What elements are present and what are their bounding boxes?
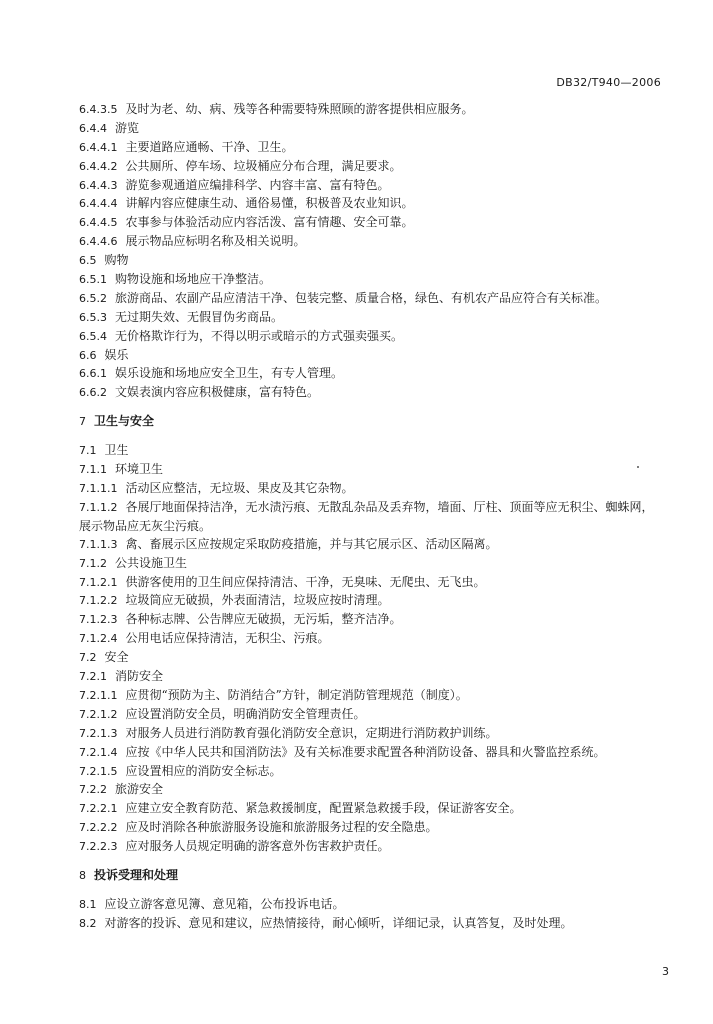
scan-speck xyxy=(637,466,639,468)
clause-text: 购物 xyxy=(104,253,129,268)
clause-text: 娱乐 xyxy=(104,347,129,362)
clause-number: 7.2.2.3 xyxy=(79,840,118,854)
clause-line xyxy=(79,780,659,799)
clause-line xyxy=(79,818,659,837)
clause-text: 农事参与体验活动应内容活泼、富有情趣、安全可靠。 xyxy=(125,215,414,230)
clause-text: 卫生 xyxy=(104,443,129,458)
clause-number: 8.2 xyxy=(79,916,97,930)
clause-line xyxy=(79,100,659,119)
clause-text: 应按《中华人民共和国消防法》及有关标准要求配置各种消防设备、器具和火警监控系统。 xyxy=(125,744,606,759)
section-gap xyxy=(79,431,659,441)
clause-line xyxy=(79,213,659,232)
clause-line xyxy=(79,383,659,402)
clause-text: 讲解内容应健康生动、通俗易懂，积极普及农业知识。 xyxy=(125,196,414,211)
clause-number: 7.2.1.3 xyxy=(79,726,118,740)
clause-number: 7.2 xyxy=(79,651,97,665)
clause-number: 7.2.2.2 xyxy=(79,821,118,835)
clause-line xyxy=(79,194,659,213)
clause-line xyxy=(79,743,659,762)
clause-text: 游览 xyxy=(115,120,140,135)
clause-number: 7.1.2.3 xyxy=(79,613,118,627)
clause-number: 6.5.4 xyxy=(79,329,107,343)
clause-number: 7.1.2.4 xyxy=(79,632,118,646)
clause-line xyxy=(79,724,659,743)
clause-number: 6.4.4.3 xyxy=(79,178,118,192)
section-gap xyxy=(79,885,659,895)
clause-number: 6.5.1 xyxy=(79,273,107,287)
clause-number: 6.6 xyxy=(79,348,97,362)
section-gap xyxy=(79,402,659,412)
clause-number: 7 xyxy=(79,415,86,429)
clause-number: 7.1.2 xyxy=(79,556,107,570)
clause-line xyxy=(79,705,659,724)
clause-text: 禽、畜展示区应按规定采取防疫措施，并与其它展示区、活动区隔离。 xyxy=(125,536,498,551)
clause-text: 无价格欺诈行为，不得以明示或暗示的方式强卖强买。 xyxy=(115,328,404,343)
clause-line xyxy=(79,686,659,705)
clause-number: 7.2.2 xyxy=(79,783,107,797)
clause-number: 6.4.4.6 xyxy=(79,235,118,249)
clause-text: 购物设施和场地应干净整洁。 xyxy=(115,272,272,287)
clause-text: 卫生与安全 xyxy=(94,414,155,429)
clause-line xyxy=(79,498,659,535)
clause-text: 公共厕所、停车场、垃圾桶应分布合理，满足要求。 xyxy=(125,158,402,173)
clause-number: 7.1 xyxy=(79,444,97,458)
clause-text: 供游客使用的卫生间应保持清洁、干净，无臭味、无爬虫、无飞虫。 xyxy=(125,574,486,589)
clause-number: 6.4.3.5 xyxy=(79,103,118,116)
clause-line xyxy=(79,270,659,289)
clause-number: 7.2.1.4 xyxy=(79,745,118,759)
clause-line xyxy=(79,327,659,346)
clause-number: 6.4.4 xyxy=(79,121,107,135)
clause-line xyxy=(79,232,659,251)
clause-line xyxy=(79,251,659,270)
clause-text: 应对服务人员规定明确的游客意外伤害救护责任。 xyxy=(125,839,390,854)
clause-text: 活动区应整洁，无垃圾、果皮及其它杂物。 xyxy=(125,480,354,495)
clause-text: 应贯彻“预防为主、防消结合”方针，制定消防管理规范（制度）。 xyxy=(125,687,468,702)
clause-line xyxy=(79,591,659,610)
clause-line xyxy=(79,554,659,573)
clause-line xyxy=(79,289,659,308)
clause-text: 主要道路应通畅、干净、卫生。 xyxy=(125,139,294,154)
clause-text: 各展厅地面保持洁净，无水渍污痕、无散乱杂品及丢弃物，墙面、厅柱、顶面等应无积尘、蜘蛛网，展示物品应无灰尘污痕。 xyxy=(79,499,654,533)
clause-line xyxy=(79,119,659,138)
clause-number: 7.1.2.1 xyxy=(79,575,118,589)
clause-line xyxy=(79,762,659,781)
clause-text: 投诉受理和处理 xyxy=(94,867,179,882)
clause-line xyxy=(79,837,659,856)
clause-text: 娱乐设施和场地应安全卫生，有专人管理。 xyxy=(115,366,344,381)
clause-text: 安全 xyxy=(104,650,129,665)
clause-line xyxy=(79,895,659,914)
clause-text: 应设置消防安全员，明确消防安全管理责任。 xyxy=(125,706,366,721)
clause-text: 应及时消除各种旅游服务设施和旅游服务过程的安全隐患。 xyxy=(125,820,438,835)
clause-text: 各种标志牌、公告牌应无破损，无污垢，整齐洁净。 xyxy=(125,612,402,627)
clause-number: 6.4.4.2 xyxy=(79,159,118,173)
clause-line xyxy=(79,667,659,686)
page-number: 3 xyxy=(662,965,669,978)
clause-line xyxy=(79,610,659,629)
clause-number: 6.6.1 xyxy=(79,367,107,381)
clause-number: 7.2.1.1 xyxy=(79,688,118,702)
clause-line xyxy=(79,460,659,479)
clause-line xyxy=(79,346,659,365)
document-body xyxy=(79,100,659,933)
clause-number: 6.6.2 xyxy=(79,386,107,400)
clause-line xyxy=(79,648,659,667)
clause-text: 对服务人员进行消防教育强化消防安全意识，定期进行消防救护训练。 xyxy=(125,725,498,740)
clause-number: 7.2.1.2 xyxy=(79,707,118,721)
clause-line xyxy=(79,629,659,648)
clause-number: 6.4.4.4 xyxy=(79,197,118,211)
clause-text: 应建立安全教育防范、紧急救援制度，配置紧急救援手段，保证游客安全。 xyxy=(125,801,522,816)
section-gap xyxy=(79,856,659,866)
clause-line xyxy=(79,573,659,592)
clause-number: 7.1.1 xyxy=(79,463,107,477)
clause-text: 文娱表演内容应积极健康，富有特色。 xyxy=(115,385,320,400)
clause-text: 旅游安全 xyxy=(115,782,164,797)
clause-text: 环境卫生 xyxy=(115,462,164,477)
clause-number: 7.1.1.2 xyxy=(79,500,118,514)
clause-line xyxy=(79,308,659,327)
clause-number: 6.5.2 xyxy=(79,291,107,305)
clause-text: 公用电话应保持清洁，无积尘、污痕。 xyxy=(125,631,330,646)
clause-number: 7.2.1.5 xyxy=(79,764,118,778)
clause-number: 6.4.4.5 xyxy=(79,216,118,230)
clause-text: 游览参观通道应编排科学、内容丰富、富有特色。 xyxy=(125,177,390,192)
clause-number: 6.5.3 xyxy=(79,310,107,324)
clause-line xyxy=(79,479,659,498)
clause-line xyxy=(79,157,659,176)
clause-text: 消防安全 xyxy=(115,669,164,684)
clause-line xyxy=(79,441,659,460)
clause-number: 7.1.1.3 xyxy=(79,537,118,551)
clause-number: 7.1.1.1 xyxy=(79,481,118,495)
clause-text: 对游客的投诉、意见和建议，应热情接待，耐心倾听，详细记录，认真答复，及时处理。 xyxy=(104,915,573,930)
clause-number: 6.5 xyxy=(79,254,97,268)
chapter-heading xyxy=(79,412,659,431)
clause-number: 8 xyxy=(79,868,86,882)
clause-number: 7.2.1 xyxy=(79,670,107,684)
clause-line xyxy=(79,176,659,195)
clause-line xyxy=(79,799,659,818)
clause-text: 公共设施卫生 xyxy=(115,555,188,570)
clause-text: 及时为老、幼、病、残等各种需要特殊照顾的游客提供相应服务。 xyxy=(125,102,474,116)
clause-line xyxy=(79,138,659,157)
clause-text: 展示物品应标明名称及相关说明。 xyxy=(125,234,306,249)
clause-line xyxy=(79,364,659,383)
clause-text: 应设立游客意见簿、意见箱，公布投诉电话。 xyxy=(104,896,345,911)
chapter-heading xyxy=(79,866,659,885)
clause-text: 应设置相应的消防安全标志。 xyxy=(125,763,282,778)
clause-line xyxy=(79,914,659,933)
clause-text: 无过期失效、无假冒伪劣商品。 xyxy=(115,309,284,324)
document-code: DB32/T940—2006 xyxy=(556,76,661,89)
clause-line xyxy=(79,535,659,554)
clause-text: 垃圾筒应无破损，外表面清洁，垃圾应按时清理。 xyxy=(125,593,390,608)
clause-number: 6.4.4.1 xyxy=(79,140,118,154)
clause-number: 7.2.2.1 xyxy=(79,802,118,816)
clause-number: 7.1.2.2 xyxy=(79,594,118,608)
clause-text: 旅游商品、农副产品应清洁干净、包装完整、质量合格，绿色、有机农产品应符合有关标准。 xyxy=(115,290,608,305)
clause-number: 8.1 xyxy=(79,897,97,911)
